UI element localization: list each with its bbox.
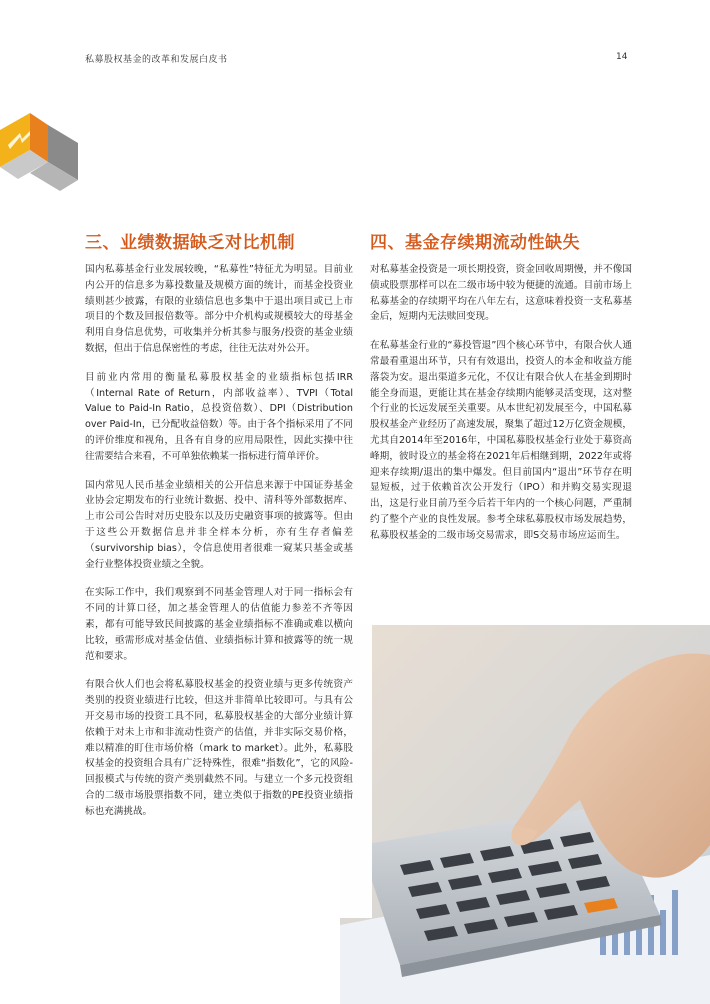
paragraph: 国内私募基金行业发展较晚，“私募性”特征尤为明显。目前业内公开的信息多为募投数量及规模方面的统计，而基金投资业绩则甚少披露，有限的业绩信息也多集中于退出项目或已上市项目的个数及回报倍数等。部分中介机构或规模较大的母基金利用自身信息优势，可收集并分析其参与服务/投资的基金业绩数据，但出于信息保密性的考虑，往往无法对外公开。	[85, 264, 353, 354]
paragraph: 有限合伙人们也会将私募股权基金的投资业绩与更多传统资产类别的投资业绩进行比较，但这并非简单比较即可。与具有公开交易市场的投资工具不同，私募股权基金的大部分业绩计算依赖于对未上市和非流动性资产的估值，并非实际交易价格，难以精准的盯住市场价格（mark to market）。此外，私募股权基金的投资组合具有广泛特殊性，很难“指数化”，它的风险-回报模式与传统的资产类别截然不同。与建立一个多元投资组合的二级市场股票指数不同，建立类似于指数的PE投资业绩指标也充满挑战。	[85, 679, 353, 817]
paragraph: 目前业内常用的衡量私募股权基金的业绩指标包括IRR（Internal Rate of Return，内部收益率）、TVPI（Total Value to Paid-In Ratio，总投资倍数）、DPI（Distribution over Paid-In，已分配收益倍数）等。由于各个指标采用了不同的评价维度和视角，且各有自身的应用局限性，因此实操中往往需要结合来看，不可单独依赖某一指标进行简单评价。	[85, 371, 353, 462]
left-column	[85, 262, 353, 833]
paragraph: 对私募基金投资是一项长期投资，资金回收周期慢，并不像国债或股票那样可以在二级市场中较为便捷的流通。目前市场上私募基金的存续期平均在八年左右，这意味着投资一支私募基金后，短期内无法赎回变现。	[370, 264, 632, 323]
kpmg-cube-logo	[0, 95, 90, 195]
paragraph: 国内常见人民币基金业绩相关的公开信息来源于中国证券基金业协会定期发布的行业统计数据、投中、清科等外部数据库、上市公司公告时对历史股东以及历史融资事项的披露等。但由于这些公开数据信息并非全样本分析，亦有生存者偏差（survivorship bias），令信息使用者很难一窥某只基金或基金行业整体投资业绩之全貌。	[85, 479, 353, 570]
section-heading-performance-data: 三、业绩数据缺乏对比机制	[85, 233, 295, 253]
right-column	[370, 262, 632, 557]
page-number: 14	[616, 52, 628, 62]
paragraph: 在私募基金行业的“募投管退”四个核心环节中，有限合伙人通常最看重退出环节，只有有效退出，投资人的本金和收益方能落袋为安。退出渠道多元化，不仅让有限合伙人在基金到期时能全身而退，更能让其在基金存续期内能够灵活变现，这对整个行业的长远发展至关重要。从本世纪初发展至今，中国私募股权基金产业经历了高速发展，聚集了超过12万亿资金规模，尤其自2014年至2016年，中国私募股权基金行业处于募资高峰期，彼时设立的基金将在2021年后相继到期，2022年或将迎来存续期/退出的集中爆发。但目前国内“退出”环节存在明显短板，过于依赖首次公开发行（IPO）和并购交易实现退出，这是行业目前乃至今后若干年内的一个核心问题，严重制约了整个产业的良性发展。参考全球私募股权市场发展趋势，私募股权基金的二级市场交易需求，即S交易市场应运而生。	[370, 340, 632, 541]
paragraph: 在实际工作中，我们观察到不同基金管理人对于同一指标会有不同的计算口径，加之基金管理人的估值能力参差不齐等因素，都有可能导致民间披露的基金业绩指标不准确或难以横向比较，亟需形成对基金估值、业绩指标计算和披露等的统一规范和要求。	[85, 587, 353, 662]
calculator-photo	[340, 625, 710, 1004]
section-heading-fund-liquidity: 四、基金存续期流动性缺失	[370, 233, 580, 253]
running-header: 私募股权基金的改革和发展白皮书	[85, 55, 228, 65]
